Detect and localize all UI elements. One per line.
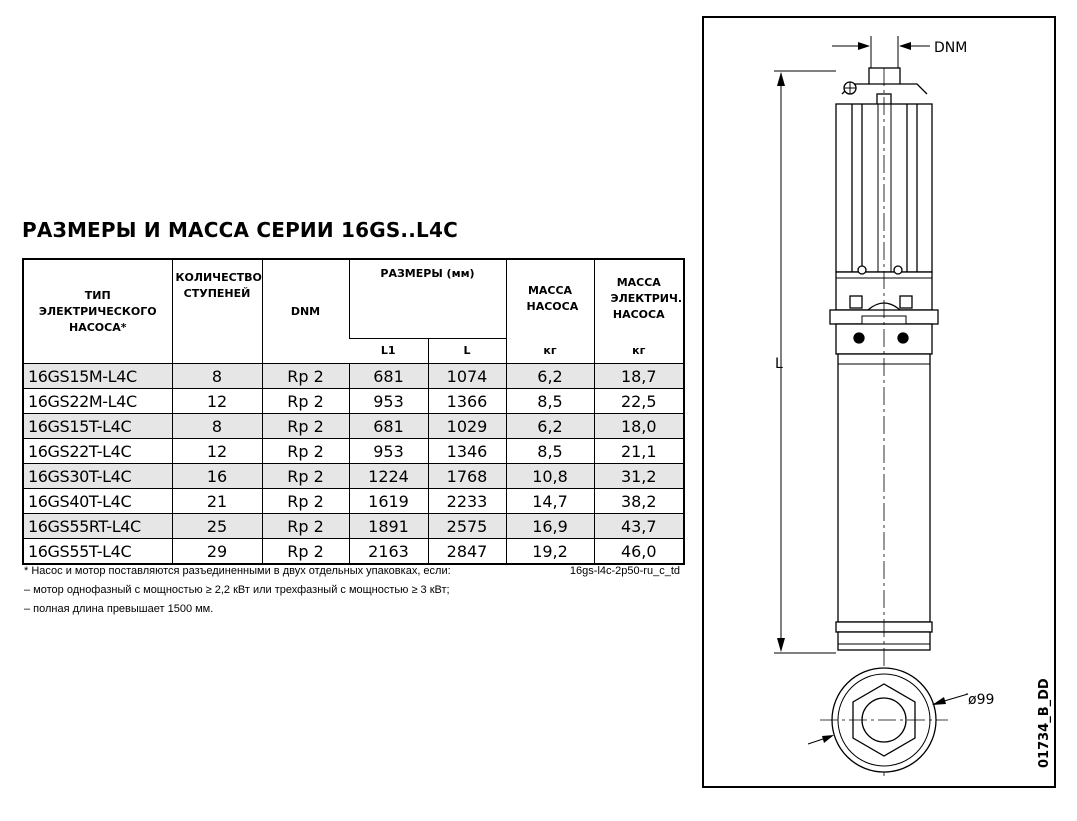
cell-dnm: Rp 2 [262, 514, 349, 539]
cell-motor-mass: 18,0 [594, 414, 684, 439]
cell-l: 2847 [428, 539, 506, 565]
header-kg-pump: кг [506, 339, 594, 364]
header-motor-mass: МАССА ЭЛЕКТРИЧ. НАСОСА [594, 259, 684, 339]
pump-drawing [702, 16, 1056, 788]
header-pump-mass: МАССА НАСОСА [506, 259, 594, 339]
header-stages: КОЛИЧЕСТВО СТУПЕНЕЙ [172, 259, 262, 364]
cell-l: 1366 [428, 389, 506, 414]
cell-stages: 29 [172, 539, 262, 565]
cell-type: 16GS22T-L4C [23, 439, 172, 464]
cell-type: 16GS55RT-L4C [23, 514, 172, 539]
cell-pump-mass: 14,7 [506, 489, 594, 514]
footnote-3: – полная длина превышает 1500 мм. [24, 603, 214, 615]
cell-motor-mass: 31,2 [594, 464, 684, 489]
table-row [23, 439, 684, 464]
cell-l: 2575 [428, 514, 506, 539]
cell-type: 16GS40T-L4C [23, 489, 172, 514]
cell-stages: 12 [172, 389, 262, 414]
cell-l1: 681 [349, 364, 428, 389]
cell-dnm: Rp 2 [262, 539, 349, 565]
cell-l1: 1224 [349, 464, 428, 489]
cell-dnm: Rp 2 [262, 464, 349, 489]
cell-type: 16GS55T-L4C [23, 539, 172, 565]
cell-stages: 25 [172, 514, 262, 539]
cell-stages: 8 [172, 364, 262, 389]
header-l1: L1 [349, 339, 428, 364]
cell-motor-mass: 21,1 [594, 439, 684, 464]
table-row [23, 364, 684, 389]
cell-pump-mass: 8,5 [506, 389, 594, 414]
dnm-label: DNM [934, 40, 968, 56]
cell-l: 1346 [428, 439, 506, 464]
cell-motor-mass: 22,5 [594, 389, 684, 414]
table-row [23, 414, 684, 439]
cell-type: 16GS15T-L4C [23, 414, 172, 439]
table-row [23, 514, 684, 539]
table-row [23, 489, 684, 514]
cell-stages: 12 [172, 439, 262, 464]
cell-dnm: Rp 2 [262, 489, 349, 514]
header-kg-motor: кг [594, 339, 684, 364]
cell-l1: 2163 [349, 539, 428, 565]
cell-stages: 16 [172, 464, 262, 489]
header-sizes: РАЗМЕРЫ (мм) [349, 259, 506, 339]
cell-type: 16GS30T-L4C [23, 464, 172, 489]
cell-dnm: Rp 2 [262, 414, 349, 439]
cell-l1: 953 [349, 389, 428, 414]
cell-l1: 1891 [349, 514, 428, 539]
cell-motor-mass: 43,7 [594, 514, 684, 539]
diameter-label: ø99 [968, 692, 995, 708]
header-type: ТИП ЭЛЕКТРИЧЕСКОГО НАСОСА* [38, 288, 157, 334]
cell-pump-mass: 10,8 [506, 464, 594, 489]
table-row [23, 389, 684, 414]
dimensions-table [22, 258, 685, 565]
header-dnm: DNM [262, 259, 349, 364]
length-label: L [775, 356, 783, 372]
cell-l: 1074 [428, 364, 506, 389]
page-title: РАЗМЕРЫ И МАССА СЕРИИ 16GS..L4C [22, 218, 458, 242]
cell-dnm: Rp 2 [262, 389, 349, 414]
table-row [23, 464, 684, 489]
drawing-code: 01734_B_DD [1037, 678, 1052, 768]
cell-motor-mass: 46,0 [594, 539, 684, 565]
cell-type: 16GS22M-L4C [23, 389, 172, 414]
cell-l: 1768 [428, 464, 506, 489]
cell-l1: 953 [349, 439, 428, 464]
cell-pump-mass: 6,2 [506, 364, 594, 389]
footnote-1: * Насос и мотор поставляются разъединенными в двух отдельных упаковках, если: [24, 565, 451, 577]
cell-l: 2233 [428, 489, 506, 514]
cell-l: 1029 [428, 414, 506, 439]
table-row [23, 539, 684, 565]
cell-l1: 1619 [349, 489, 428, 514]
cell-pump-mass: 19,2 [506, 539, 594, 565]
header-l: L [428, 339, 506, 364]
cell-pump-mass: 16,9 [506, 514, 594, 539]
cell-type: 16GS15M-L4C [23, 364, 172, 389]
table-code: 16gs-l4c-2p50-ru_c_td [569, 565, 680, 577]
cell-motor-mass: 38,2 [594, 489, 684, 514]
footnote-2: – мотор однофазный с мощностью ≥ 2,2 кВт или трехфазный с мощностью ≥ 3 кВт; [24, 584, 450, 596]
cell-dnm: Rp 2 [262, 364, 349, 389]
cell-pump-mass: 6,2 [506, 414, 594, 439]
cell-l1: 681 [349, 414, 428, 439]
cell-motor-mass: 18,7 [594, 364, 684, 389]
cell-stages: 21 [172, 489, 262, 514]
cell-pump-mass: 8,5 [506, 439, 594, 464]
cell-dnm: Rp 2 [262, 439, 349, 464]
cell-stages: 8 [172, 414, 262, 439]
